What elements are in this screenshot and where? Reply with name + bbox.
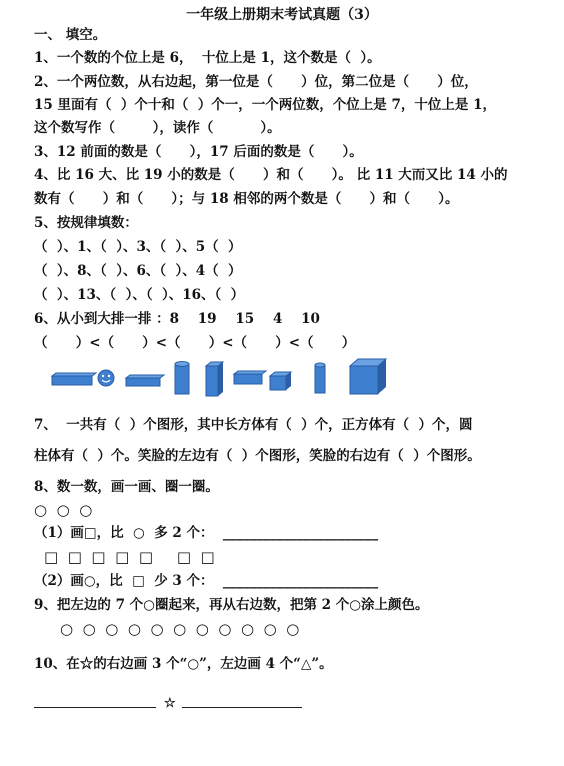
shapes-row [48,356,398,401]
question-2-line-2: 15 里面有（ ）个十和（ ）个一，一个两位数，个位上是 7，十位上是 1， [34,97,496,113]
question-8-part-2: （2）画○，比 □ 少 3 个： _______________________ [34,573,379,589]
question-8-circles: ○ ○ ○ [34,501,93,519]
question-2-line-1: 2、一个两位数，从右边起，第一位是（ ）位，第二位是（ ）位， [34,74,478,90]
question-8: 8、数一数，画一画、圈一圈。 [34,479,219,495]
question-5: 5、按规律填数： [34,215,138,231]
question-5-row-1: （ ）、1、（ ）、3、（ ）、5（ ） [34,239,242,255]
question-7-line-2: 柱体有（ ）个。笑脸的左边有（ ）个图形，笑脸的右边有（ ）个图形。 [34,448,481,464]
question-7-line-1: 7、 一共有（ ）个图形，其中长方体有（ ）个，正方体有（ ）个，圆 [34,417,473,433]
page-title: 一年级上册期末考试真题（3） [186,7,378,23]
cuboid-icon [206,362,223,396]
cylinder-icon [175,362,189,395]
question-4-line-1: 4、比 16 大、比 19 小的数是（ ）和（ ）。 比 11 大而又比 14 小的 [34,167,508,183]
question-6: 6、从小到大排一排 ：8 19 15 4 10 [34,311,320,327]
question-9-circles: ○ ○ ○ ○ ○ ○ ○ ○ ○ ○ ○ [60,620,300,638]
cuboid-icon-2 [270,372,291,390]
shapes-illustration [48,356,398,401]
question-3: 3、12 前面的数是（ ），17 后面的数是（ ）。 [34,144,363,160]
section-heading: 一、 填空。 [34,27,107,43]
bar-shape-icon-2 [126,375,164,386]
bar-shape-icon-3 [234,371,266,384]
question-5-row-3: （ ）、13、（ ）、（ ）、16、（ ） [34,287,245,303]
star-icon: ☆ [164,696,176,711]
cube-icon [350,359,386,394]
question-8-part-1: （1）画□，比 ○ 多 2 个： _______________________ [34,525,379,541]
question-5-row-2: （ ）、8、（ ）、6、（ ）、4（ ） [34,263,242,279]
question-6-blanks: （ ）<（ ）<（ ）<（ ）<（ ） [34,335,356,351]
smiley-face-icon [98,370,114,386]
question-1: 1、一个数的个位上是 6， 十位上是 1，这个数是（ ）。 [34,50,381,66]
answer-line-left[interactable] [34,707,156,708]
cylinder-icon-2 [315,363,325,393]
answer-line-right[interactable] [182,707,302,708]
question-2-line-3: 这个数写作（ ），读作（ ）。 [34,120,281,136]
question-8-squares: □ □ □ □ □ □ □ [44,548,215,566]
bar-shape-icon [52,373,96,385]
question-9: 9、把左边的 7 个○圈起来，再从右边数，把第 2 个○涂上颜色。 [34,597,429,613]
question-4-line-2: 数有（ ）和（ ）；与 18 相邻的两个数是（ ）和（ ）。 [34,191,459,207]
question-10: 10、在☆的右边画 3 个“○”，左边画 4 个“△”。 [34,656,333,672]
